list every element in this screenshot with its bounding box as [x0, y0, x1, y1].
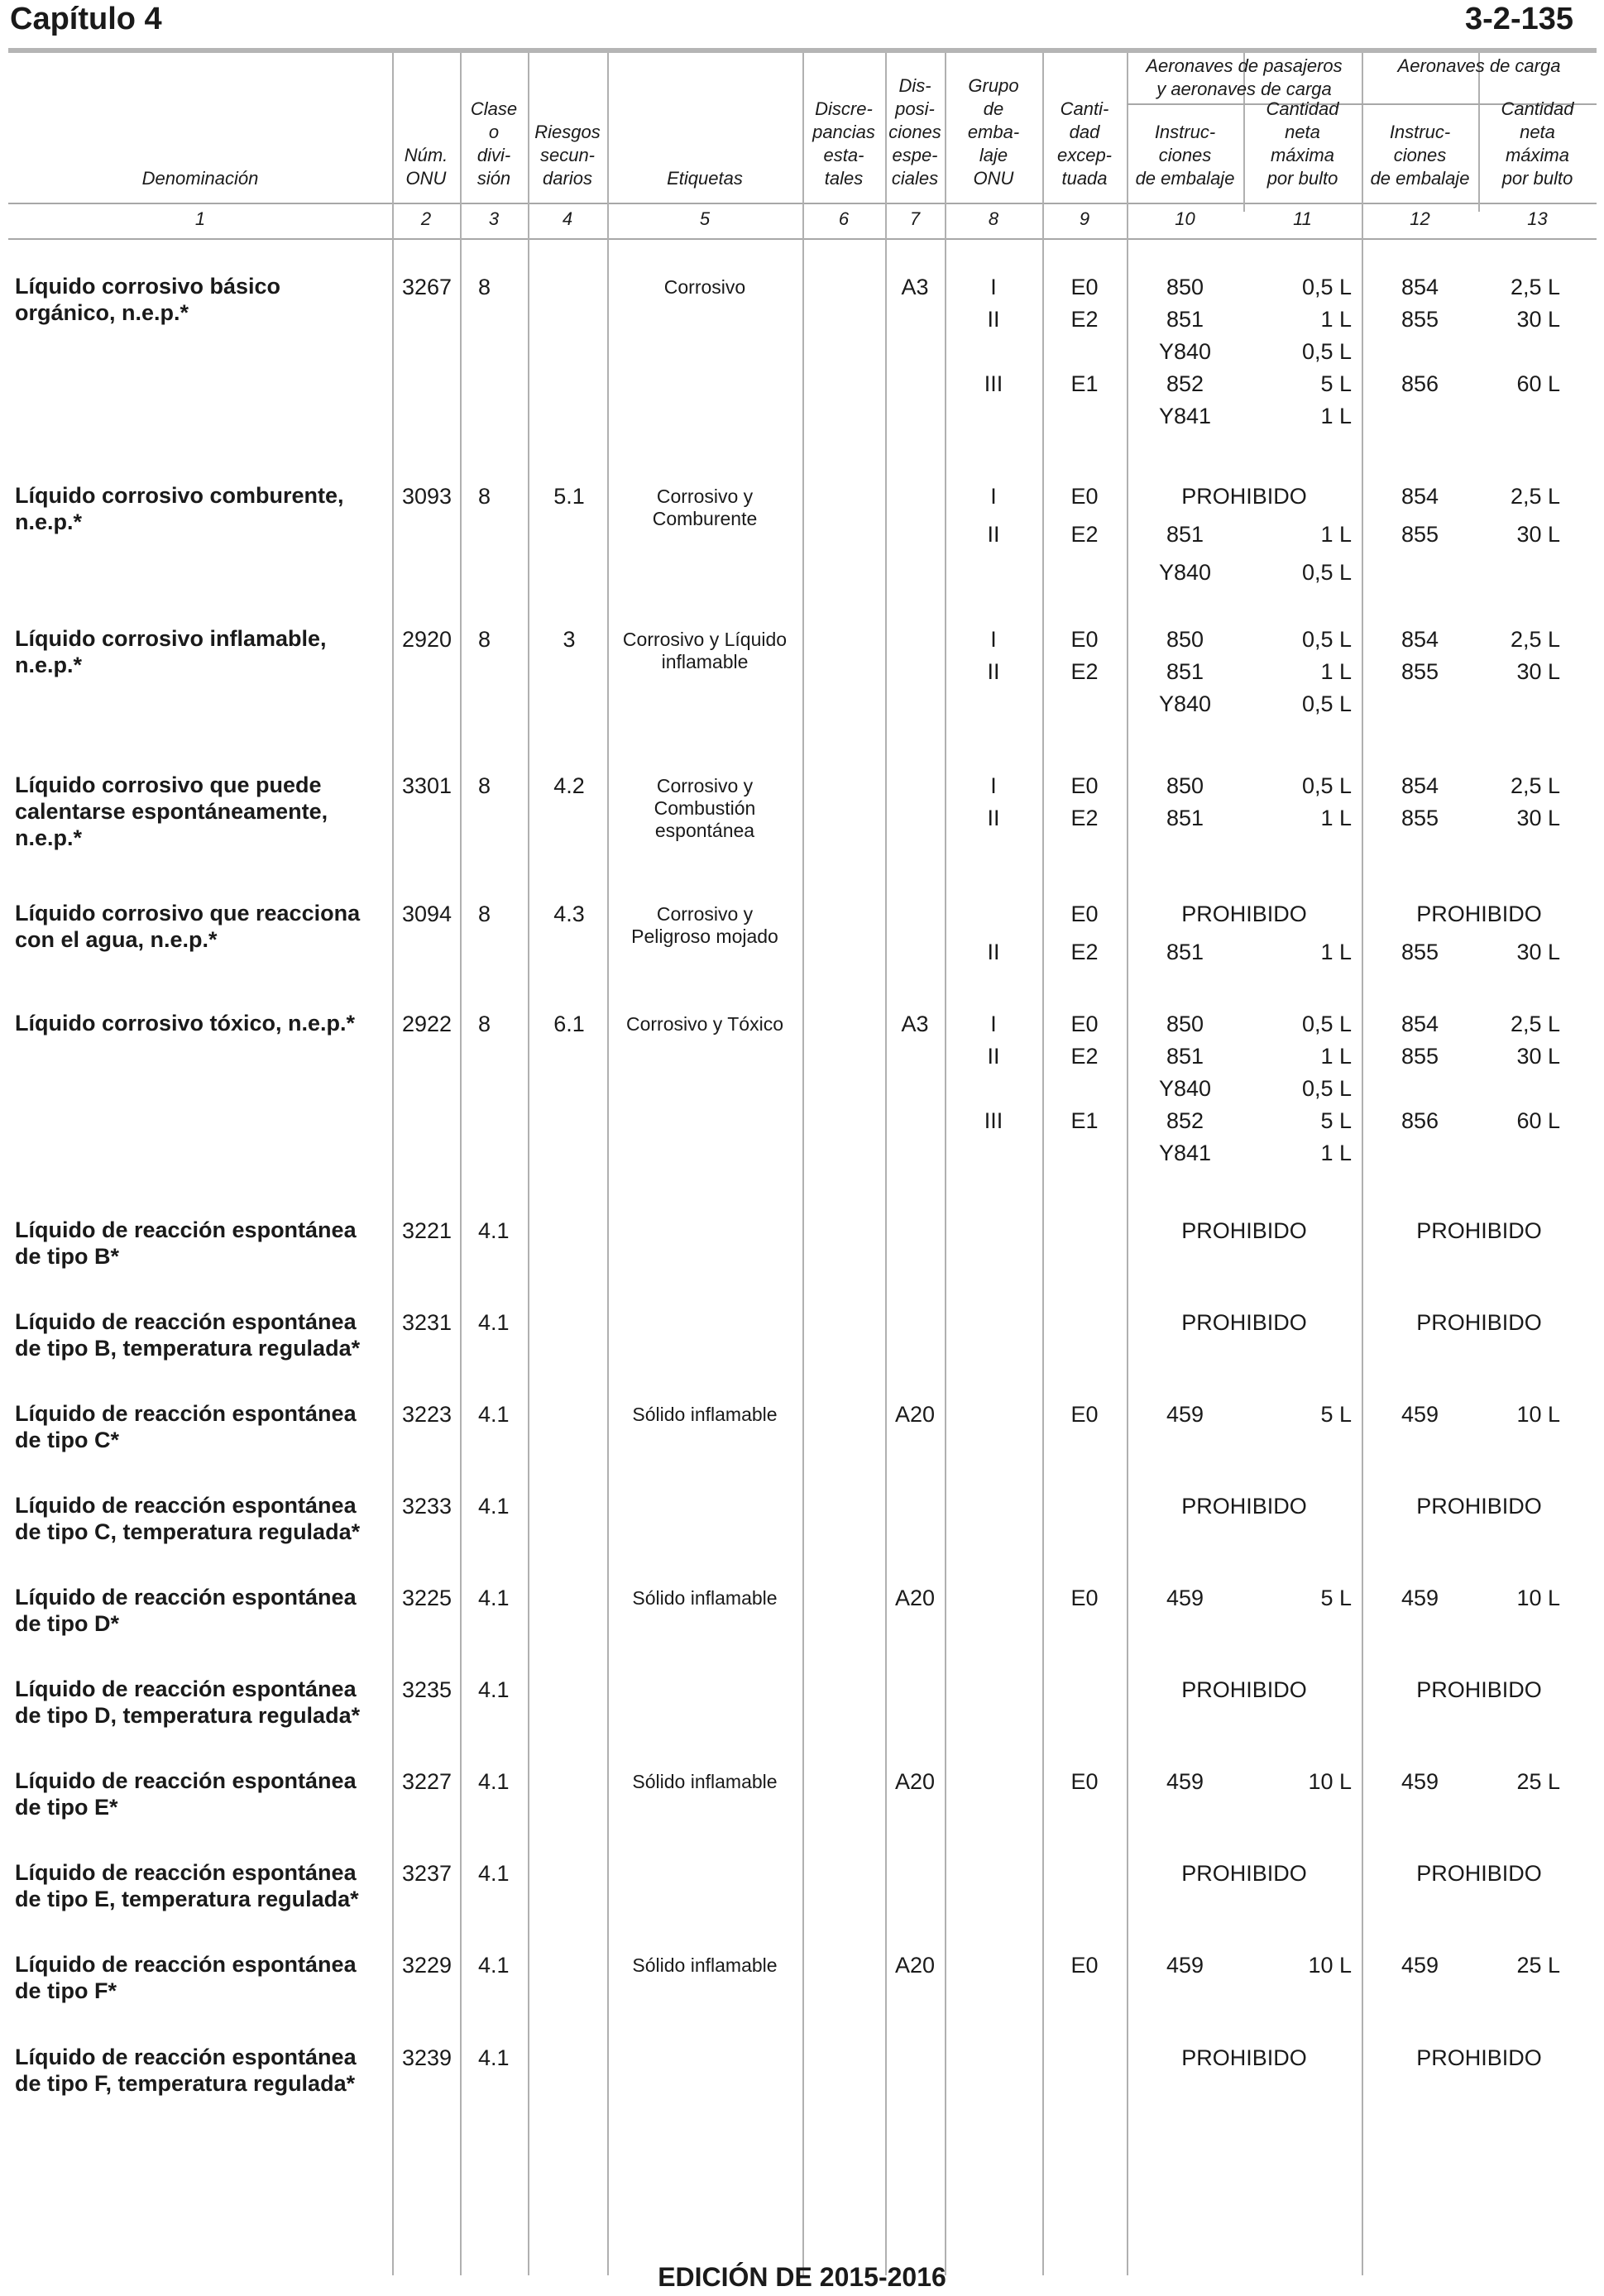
- passenger-max-quantity: 1 L: [1320, 522, 1352, 547]
- passenger-packing-instruction: 852: [1166, 371, 1204, 396]
- class-division: 8: [478, 275, 491, 299]
- column-header-3: Clase o divi- sión: [470, 98, 518, 189]
- column-number: 10: [1175, 208, 1195, 229]
- class-division: 4.1: [478, 2045, 510, 2070]
- column-divider: [885, 53, 887, 2275]
- hazard-label: Sólido inflamable: [632, 1587, 778, 1609]
- subsidiary-risk: 4.3: [553, 902, 585, 926]
- column-divider: [802, 53, 804, 2275]
- passenger-max-quantity: 0,5 L: [1301, 627, 1352, 652]
- column-header-1: Denominación: [141, 168, 259, 189]
- passenger-max-quantity: 10 L: [1308, 1953, 1352, 1978]
- excepted-quantity: E0: [1070, 627, 1099, 652]
- passenger-max-quantity: 1 L: [1320, 1141, 1352, 1165]
- subsidiary-risk: 5.1: [553, 484, 585, 509]
- passenger-forbidden: PROHIBIDO: [1181, 484, 1307, 509]
- excepted-quantity: E0: [1070, 484, 1099, 509]
- cargo-forbidden: PROHIBIDO: [1416, 1494, 1542, 1519]
- passenger-max-quantity: 1 L: [1320, 659, 1352, 684]
- passenger-packing-instruction: 850: [1166, 773, 1204, 798]
- class-division: 8: [478, 484, 491, 509]
- excepted-quantity: E2: [1070, 659, 1099, 684]
- packing-group: II: [987, 940, 1000, 964]
- cargo-packing-instruction: 855: [1401, 806, 1439, 830]
- entry-name: Líquido de reacción espontánea de tipo B*: [15, 1217, 357, 1269]
- passenger-packing-instruction: 851: [1166, 307, 1204, 332]
- passenger-max-quantity: 5 L: [1320, 1402, 1352, 1427]
- column-header-8: Grupo de emba- laje ONU: [967, 75, 1020, 189]
- entry-name: Líquido de reacción espontánea de tipo C, temperatura regulada*: [15, 1493, 361, 1544]
- un-number: 3239: [402, 2045, 452, 2070]
- class-division: 4.1: [478, 1494, 510, 1519]
- column-header-13: Cantidad neta máxima por bulto: [1501, 98, 1574, 189]
- cargo-packing-instruction: 459: [1401, 1402, 1439, 1427]
- un-number: 2922: [402, 1012, 452, 1036]
- un-number: 3233: [402, 1494, 452, 1519]
- un-number: 3094: [402, 902, 452, 926]
- excepted-quantity: E2: [1070, 307, 1099, 332]
- passenger-packing-instruction: 851: [1166, 940, 1204, 964]
- special-provision: A3: [901, 1012, 929, 1036]
- un-number: 3237: [402, 1861, 452, 1886]
- special-provision: A20: [894, 1402, 936, 1427]
- special-provision: A3: [901, 275, 929, 299]
- hazard-label: Corrosivo y Combustión espontánea: [654, 775, 756, 841]
- passenger-packing-instruction: 459: [1166, 1586, 1204, 1610]
- passenger-packing-instruction: 852: [1166, 1108, 1204, 1133]
- class-division: 8: [478, 902, 491, 926]
- passenger-max-quantity: 0,5 L: [1301, 773, 1352, 798]
- cargo-packing-instruction: 459: [1401, 1769, 1439, 1794]
- cargo-packing-instruction: 855: [1401, 940, 1439, 964]
- entry-name: Líquido de reacción espontánea de tipo E, temperatura regulada*: [15, 1860, 359, 1911]
- cargo-packing-instruction: 854: [1401, 275, 1439, 299]
- passenger-max-quantity: 5 L: [1320, 1108, 1352, 1133]
- passenger-max-quantity: 1 L: [1320, 1044, 1352, 1069]
- passenger-forbidden: PROHIBIDO: [1181, 1677, 1307, 1702]
- special-provision: A20: [894, 1953, 936, 1978]
- class-division: 8: [478, 1012, 491, 1036]
- cargo-max-quantity: 25 L: [1516, 1953, 1560, 1978]
- passenger-max-quantity: 1 L: [1320, 307, 1352, 332]
- cargo-max-quantity: 30 L: [1516, 659, 1560, 684]
- passenger-packing-instruction: Y840: [1158, 691, 1212, 716]
- excepted-quantity: E0: [1070, 1769, 1099, 1794]
- cargo-packing-instruction: 459: [1401, 1586, 1439, 1610]
- cargo-packing-instruction: 855: [1401, 307, 1439, 332]
- cargo-forbidden: PROHIBIDO: [1416, 2045, 1542, 2070]
- entry-name: Líquido corrosivo básico orgánico, n.e.p.*: [15, 274, 281, 325]
- hazard-label: Corrosivo: [663, 276, 746, 298]
- cargo-forbidden: PROHIBIDO: [1416, 1677, 1542, 1702]
- un-number: 3093: [402, 484, 452, 509]
- cargo-packing-instruction: 855: [1401, 1044, 1439, 1069]
- entry-name: Líquido corrosivo que reacciona con el agua, n.e.p.*: [15, 901, 361, 952]
- passenger-packing-instruction: 850: [1166, 1012, 1204, 1036]
- hazard-label: Sólido inflamable: [632, 1954, 778, 1976]
- excepted-quantity: E0: [1070, 773, 1099, 798]
- column-header-6: Discre- pancias esta- tales: [812, 98, 875, 189]
- column-header-5: Etiquetas: [667, 168, 743, 189]
- cargo-max-quantity: 30 L: [1516, 806, 1560, 830]
- excepted-quantity: E2: [1070, 522, 1099, 547]
- page-number: 3-2-135: [1465, 2, 1573, 36]
- passenger-packing-instruction: Y840: [1158, 1076, 1212, 1101]
- passenger-packing-instruction: 851: [1166, 1044, 1204, 1069]
- cargo-forbidden: PROHIBIDO: [1416, 902, 1542, 926]
- cargo-packing-instruction: 855: [1401, 522, 1439, 547]
- edition-footer: EDICIÓN DE 2015-2016: [658, 2262, 946, 2292]
- packing-group: II: [987, 1044, 1000, 1069]
- passenger-max-quantity: 5 L: [1320, 1586, 1352, 1610]
- excepted-quantity: E0: [1070, 275, 1099, 299]
- column-number: 7: [909, 208, 921, 229]
- class-division: 8: [478, 627, 491, 652]
- passenger-packing-instruction: 459: [1166, 1953, 1204, 1978]
- cargo-max-quantity: 60 L: [1516, 1108, 1560, 1133]
- cargo-forbidden: PROHIBIDO: [1416, 1861, 1542, 1886]
- cargo-max-quantity: 25 L: [1516, 1769, 1560, 1794]
- un-number: 3221: [402, 1218, 452, 1243]
- passenger-packing-instruction: 459: [1166, 1402, 1204, 1427]
- un-number: 3235: [402, 1677, 452, 1702]
- column-number: 1: [194, 208, 206, 229]
- cargo-max-quantity: 10 L: [1516, 1402, 1560, 1427]
- un-number: 2920: [402, 627, 452, 652]
- passenger-packing-instruction: 851: [1166, 659, 1204, 684]
- passenger-packing-instruction: 851: [1166, 806, 1204, 830]
- cargo-max-quantity: 2,5 L: [1510, 484, 1560, 509]
- group-header-passenger: Aeronaves de pasajeros y aeronaves de carga: [1146, 55, 1343, 99]
- hazard-label: Corrosivo y Peligroso mojado: [631, 903, 778, 947]
- hazard-label: Sólido inflamable: [632, 1404, 778, 1425]
- column-number: 5: [699, 208, 711, 229]
- excepted-quantity: E0: [1070, 1586, 1099, 1610]
- cargo-packing-instruction: 856: [1401, 1108, 1439, 1133]
- passenger-max-quantity: 0,5 L: [1301, 691, 1352, 716]
- passenger-packing-instruction: Y841: [1158, 1141, 1212, 1165]
- excepted-quantity: E0: [1070, 1953, 1099, 1978]
- entry-name: Líquido corrosivo que puede calentarse espontáneamente, n.e.p.*: [15, 773, 328, 850]
- passenger-packing-instruction: Y840: [1158, 560, 1212, 585]
- packing-group: III: [984, 371, 1003, 396]
- packing-group: III: [984, 1108, 1003, 1133]
- passenger-max-quantity: 1 L: [1320, 806, 1352, 830]
- cargo-max-quantity: 30 L: [1516, 307, 1560, 332]
- cargo-forbidden: PROHIBIDO: [1416, 1218, 1542, 1243]
- column-number: 8: [988, 208, 999, 229]
- cargo-packing-instruction: 856: [1401, 371, 1439, 396]
- class-division: 8: [478, 773, 491, 798]
- column-header-11: Cantidad neta máxima por bulto: [1266, 98, 1339, 189]
- entry-name: Líquido corrosivo tóxico, n.e.p.*: [15, 1011, 356, 1036]
- special-provision: A20: [894, 1586, 936, 1610]
- cargo-max-quantity: 2,5 L: [1510, 275, 1560, 299]
- class-division: 4.1: [478, 1677, 510, 1702]
- entry-name: Líquido de reacción espontánea de tipo C*: [15, 1401, 357, 1452]
- un-number: 3223: [402, 1402, 452, 1427]
- passenger-forbidden: PROHIBIDO: [1181, 2045, 1307, 2070]
- column-number: 6: [838, 208, 850, 229]
- excepted-quantity: E2: [1070, 940, 1099, 964]
- passenger-forbidden: PROHIBIDO: [1181, 1861, 1307, 1886]
- un-number: 3231: [402, 1310, 452, 1335]
- cargo-packing-instruction: 855: [1401, 659, 1439, 684]
- packing-group: I: [990, 773, 997, 798]
- class-division: 4.1: [478, 1402, 510, 1427]
- excepted-quantity: E1: [1070, 1108, 1099, 1133]
- passenger-max-quantity: 0,5 L: [1301, 560, 1352, 585]
- class-division: 4.1: [478, 1586, 510, 1610]
- column-header-4: Riesgos secun- darios: [534, 122, 601, 189]
- entry-name: Líquido corrosivo inflamable, n.e.p.*: [15, 626, 327, 677]
- column-header-12: Instruc- ciones de embalaje: [1370, 122, 1470, 189]
- class-division: 4.1: [478, 1953, 510, 1978]
- passenger-max-quantity: 1 L: [1320, 404, 1352, 428]
- column-number: 12: [1410, 208, 1430, 229]
- packing-group: I: [990, 275, 997, 299]
- excepted-quantity: E0: [1070, 902, 1099, 926]
- packing-group: I: [990, 627, 997, 652]
- passenger-forbidden: PROHIBIDO: [1181, 1218, 1307, 1243]
- entry-name: Líquido de reacción espontánea de tipo F*: [15, 1952, 357, 2003]
- special-provision: A20: [894, 1769, 936, 1794]
- passenger-max-quantity: 0,5 L: [1301, 1076, 1352, 1101]
- excepted-quantity: E2: [1070, 806, 1099, 830]
- packing-group: II: [987, 806, 1000, 830]
- excepted-quantity: E0: [1070, 1402, 1099, 1427]
- passenger-forbidden: PROHIBIDO: [1181, 1494, 1307, 1519]
- passenger-max-quantity: 10 L: [1308, 1769, 1352, 1794]
- passenger-packing-instruction: Y840: [1158, 339, 1212, 364]
- column-divider: [528, 53, 529, 2275]
- excepted-quantity: E1: [1070, 371, 1099, 396]
- entry-name: Líquido de reacción espontánea de tipo D*: [15, 1585, 357, 1636]
- passenger-packing-instruction: Y841: [1158, 404, 1212, 428]
- subsidiary-risk: 6.1: [553, 1012, 585, 1036]
- column-divider: [607, 53, 609, 2275]
- packing-group: II: [987, 307, 1000, 332]
- cargo-packing-instruction: 854: [1401, 1012, 1439, 1036]
- un-number: 3227: [402, 1769, 452, 1794]
- packing-group: II: [987, 659, 1000, 684]
- class-division: 4.1: [478, 1218, 510, 1243]
- packing-group: II: [987, 522, 1000, 547]
- passenger-forbidden: PROHIBIDO: [1181, 902, 1307, 926]
- passenger-max-quantity: 0,5 L: [1301, 339, 1352, 364]
- cargo-max-quantity: 30 L: [1516, 940, 1560, 964]
- passenger-packing-instruction: 459: [1166, 1769, 1204, 1794]
- cargo-packing-instruction: 854: [1401, 627, 1439, 652]
- cargo-max-quantity: 30 L: [1516, 522, 1560, 547]
- passenger-packing-instruction: 850: [1166, 627, 1204, 652]
- un-number: 3225: [402, 1586, 452, 1610]
- group-header-cargo: Aeronaves de carga: [1397, 55, 1561, 76]
- entry-name: Líquido corrosivo comburente, n.e.p.*: [15, 483, 344, 534]
- cargo-max-quantity: 30 L: [1516, 1044, 1560, 1069]
- class-division: 4.1: [478, 1769, 510, 1794]
- passenger-max-quantity: 0,5 L: [1301, 275, 1352, 299]
- column-number: 9: [1079, 208, 1090, 229]
- class-division: 4.1: [478, 1310, 510, 1335]
- column-number: 11: [1293, 208, 1312, 229]
- passenger-packing-instruction: 851: [1166, 522, 1204, 547]
- passenger-forbidden: PROHIBIDO: [1181, 1310, 1307, 1335]
- column-number: 3: [488, 208, 500, 229]
- chapter-title: Capítulo 4: [10, 2, 162, 36]
- column-number: 2: [420, 208, 432, 229]
- hazard-label: Corrosivo y Líquido inflamable: [622, 629, 788, 672]
- un-number: 3301: [402, 773, 452, 798]
- entry-name: Líquido de reacción espontánea de tipo E*: [15, 1768, 357, 1820]
- passenger-max-quantity: 0,5 L: [1301, 1012, 1352, 1036]
- column-number: 13: [1527, 208, 1548, 229]
- column-header-7: Dis- posi- ciones espe- ciales: [888, 75, 941, 189]
- cargo-max-quantity: 2,5 L: [1510, 627, 1560, 652]
- packing-group: I: [990, 484, 997, 509]
- column-divider: [392, 53, 394, 2275]
- column-divider: [460, 53, 462, 2275]
- excepted-quantity: E0: [1070, 1012, 1099, 1036]
- passenger-max-quantity: 5 L: [1320, 371, 1352, 396]
- subsidiary-risk: 4.2: [553, 773, 585, 798]
- subsidiary-risk: 3: [563, 627, 576, 652]
- cargo-packing-instruction: 459: [1401, 1953, 1439, 1978]
- un-number: 3267: [402, 275, 452, 299]
- passenger-max-quantity: 1 L: [1320, 940, 1352, 964]
- cargo-max-quantity: 2,5 L: [1510, 773, 1560, 798]
- column-number: 4: [562, 208, 573, 229]
- column-header-2: Núm. ONU: [404, 145, 448, 189]
- cargo-forbidden: PROHIBIDO: [1416, 1310, 1542, 1335]
- cargo-max-quantity: 10 L: [1516, 1586, 1560, 1610]
- un-number: 3229: [402, 1953, 452, 1978]
- cargo-max-quantity: 60 L: [1516, 371, 1560, 396]
- entry-name: Líquido de reacción espontánea de tipo B, temperatura regulada*: [15, 1309, 361, 1361]
- cargo-packing-instruction: 854: [1401, 484, 1439, 509]
- packing-group: I: [990, 1012, 997, 1036]
- hazard-label: Sólido inflamable: [632, 1771, 778, 1792]
- cargo-packing-instruction: 854: [1401, 773, 1439, 798]
- cargo-max-quantity: 2,5 L: [1510, 1012, 1560, 1036]
- entry-name: Líquido de reacción espontánea de tipo F, temperatura regulada*: [15, 2045, 357, 2096]
- class-division: 4.1: [478, 1861, 510, 1886]
- hazard-label: Corrosivo y Tóxico: [625, 1013, 784, 1035]
- hazard-label: Corrosivo y Comburente: [652, 486, 758, 529]
- excepted-quantity: E2: [1070, 1044, 1099, 1069]
- column-header-10: Instruc- ciones de embalaje: [1135, 122, 1235, 189]
- entry-name: Líquido de reacción espontánea de tipo D, temperatura regulada*: [15, 1677, 361, 1728]
- column-header-9: Canti- dad excep- tuada: [1056, 98, 1113, 189]
- passenger-packing-instruction: 850: [1166, 275, 1204, 299]
